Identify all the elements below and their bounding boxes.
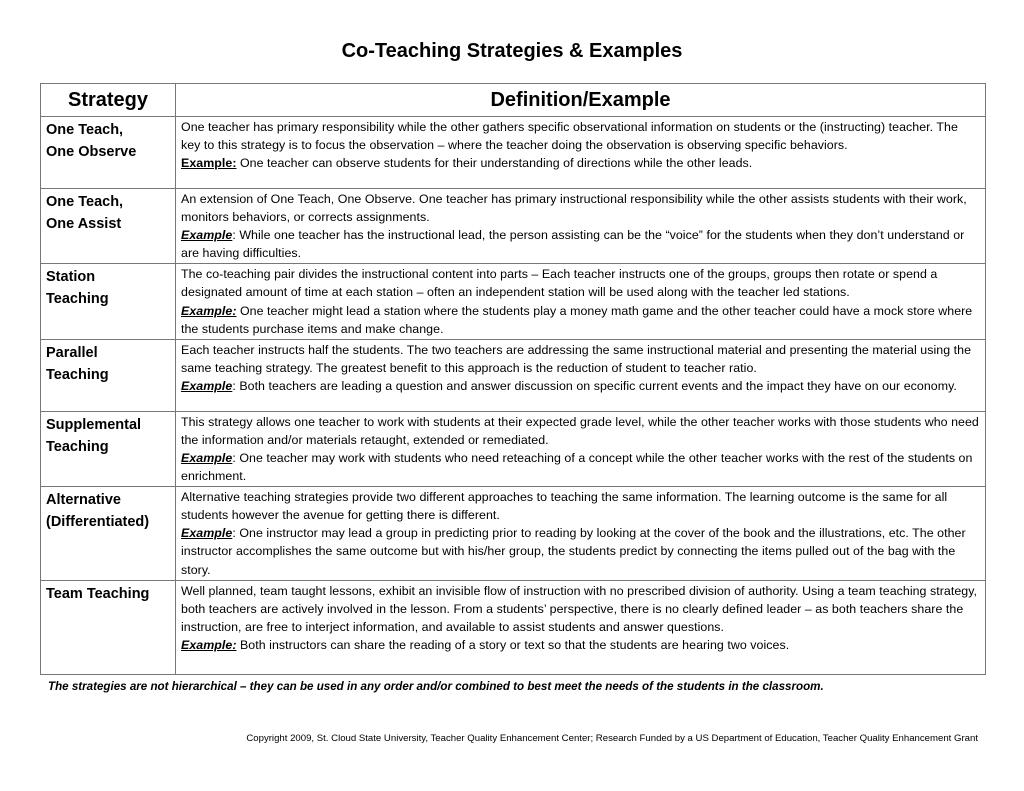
example-label: Example: [181, 637, 237, 652]
strategy-name-line1: Station [46, 269, 96, 286]
strategies-table [40, 83, 986, 675]
strategy-name-line2: Teaching [46, 291, 109, 308]
definition-text: Alternative teaching strategies provide two different approaches to teaching the same information. The learning outcome is the same for all students however the avenue for getting there is different. [181, 490, 948, 523]
table-row [41, 580, 986, 674]
example-text: Both instructors can share the reading of a story or text so that the students are hearing two voices. [236, 637, 790, 652]
table-row [41, 339, 986, 411]
strategy-name-line2: Teaching [46, 438, 109, 455]
strategy-cell [41, 117, 176, 189]
example-label: Example [181, 228, 233, 243]
definition-text: An extension of One Teach, One Observe. One teacher has primary instructional responsibility while the other assists students with their work, monitors behaviors, or corrects assignments. [181, 192, 967, 225]
example-label: Example [181, 378, 233, 393]
definition-cell [176, 339, 986, 411]
definition-text: This strategy allows one teacher to work with students at their expected grade level, while the other teacher works with those students who need the information and/or materials retaught, extended or remediated. [181, 414, 979, 447]
example-text: : One instructor may lead a group in predicting prior to reading by looking at the cover of the book and the illustrations, etc. The other instructor accomplishes the same outcome but with his/her group, the students predict by connecting the items pulled out of the bag with the story. [181, 526, 966, 577]
strategy-cell [41, 339, 176, 411]
example-label: Example [181, 526, 233, 541]
example-text: : Both teachers are leading a question and answer discussion on specific current events and the impact they have on our economy. [232, 378, 957, 393]
table-row [41, 487, 986, 580]
strategy-cell [41, 580, 176, 674]
strategy-name-line2: One Assist [46, 216, 122, 232]
strategy-cell [41, 411, 176, 486]
strategy-name-line1: One Teach, [46, 122, 124, 138]
table-row [41, 117, 986, 189]
strategy-name-line2: (Differentiated) [46, 514, 150, 531]
example-label: Example: [181, 303, 237, 318]
strategy-cell [41, 264, 176, 339]
strategy-name-line2: One Observe [46, 144, 137, 160]
example-text: One teacher might lead a station where the students play a money math game and the other teacher could have a mock store where the students purchase items and make change. [181, 303, 973, 336]
strategy-cell [41, 487, 176, 580]
definition-cell [176, 411, 986, 486]
example-text: : One teacher may work with students who need reteaching of a concept while the other teacher works with the rest of the students on enrichment. [181, 450, 973, 484]
strategy-name-line1: Alternative [46, 492, 121, 509]
example-text: One teacher can observe students for their understanding of directions while the other leads. [236, 156, 753, 171]
example-text: : While one teacher has the instructional lead, the person assisting can be the “voice” for the students when they don’t understand or are having difficulties. [181, 228, 965, 261]
footnote: The strategies are not hierarchical – they can be used in any order and/or combined to best meet the needs of the students in the classroom. [48, 680, 824, 693]
strategy-name-line1: Parallel [46, 344, 98, 361]
strategy-name-line1: Supplemental [46, 416, 142, 433]
definition-cell [176, 580, 986, 674]
header-definition: Definition/Example [176, 84, 986, 117]
definition-text: Each teacher instructs half the students. The two teachers are addressing the same instructional material and presenting the material using the same teaching strategy. The greatest benefit to this approach is the reduction of student to teacher ratio. [181, 342, 972, 375]
example-label: Example [181, 450, 233, 465]
example-label: Example: [181, 156, 237, 171]
definition-text: One teacher has primary responsibility while the other gathers specific observational information on students or the (instructing) teacher. The key to this strategy is to focus the observation – where the teacher doing the observation is observing specific behaviors. [181, 120, 958, 153]
definition-cell [176, 264, 986, 339]
definition-cell [176, 117, 986, 189]
definition-cell [176, 189, 986, 264]
table-header-row [41, 84, 986, 117]
strategy-name-line2: Teaching [46, 366, 109, 383]
definition-text: Well planned, team taught lessons, exhibit an invisible flow of instruction with no prescribed division of authority. Using a team teaching strategy, both teachers are actively involved in the lesson. From a students’ perspective, there is no clearly defined leader – as both teachers share the instruction, are free to interject information, and available to assist students and answer questions. [181, 583, 978, 634]
strategy-cell [41, 189, 176, 264]
table-row [41, 264, 986, 339]
page-title: Co-Teaching Strategies & Examples [341, 40, 683, 62]
table-row [41, 411, 986, 486]
definition-text: The co-teaching pair divides the instructional content into parts – Each teacher instructs one of the groups, groups then rotate or spend a designated amount of time at each station – often an independent station will be used along with the teacher led stations. [181, 267, 938, 300]
table-row [41, 189, 986, 264]
header-strategy: Strategy [41, 84, 176, 117]
strategy-name-line1: Team Teaching [46, 585, 150, 602]
strategy-name-line1: One Teach, [46, 194, 124, 210]
copyright: Copyright 2009, St. Cloud State University, Teacher Quality Enhancement Center; Research Funded by a US Department of Education, Teacher Quality Enhancement Grant [246, 733, 978, 744]
definition-cell [176, 487, 986, 580]
